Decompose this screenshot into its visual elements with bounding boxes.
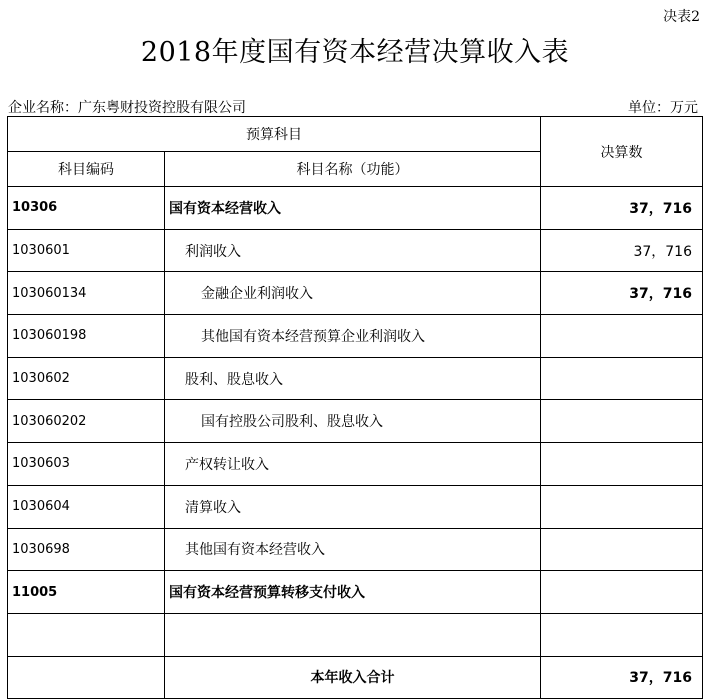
amount-cell	[541, 400, 703, 443]
amount-cell	[541, 485, 703, 528]
subject-code-cell: 103060198	[8, 315, 165, 358]
subject-name-cell: 国有资本经营收入	[165, 187, 541, 230]
subject-code-cell: 1030698	[8, 528, 165, 571]
amount-cell	[541, 443, 703, 486]
unit-label: 单位：万元	[628, 100, 698, 116]
total-code-cell	[8, 656, 165, 699]
amount-cell: 37，716	[541, 187, 703, 230]
subject-name-cell: 股利、股息收入	[165, 357, 541, 400]
subject-name-cell: 金融企业利润收入	[165, 272, 541, 315]
header-final-amount: 决算数	[541, 117, 703, 187]
table-row	[8, 485, 703, 528]
subject-code-cell: 1030601	[8, 229, 165, 272]
table-row	[8, 187, 703, 230]
header-subject-code: 科目编码	[8, 152, 165, 187]
table-row	[8, 315, 703, 358]
subject-name-cell: 其他国有资本经营预算企业利润收入	[165, 315, 541, 358]
subject-name-cell: 利润收入	[165, 229, 541, 272]
subject-name-cell: 清算收入	[165, 485, 541, 528]
subject-code-cell: 103060134	[8, 272, 165, 315]
total-label: 本年收入合计	[165, 656, 541, 699]
total-row	[8, 656, 703, 699]
table-row	[8, 613, 703, 656]
table-row	[8, 229, 703, 272]
amount-cell	[541, 357, 703, 400]
table-row	[8, 272, 703, 315]
subject-name-cell: 产权转让收入	[165, 443, 541, 486]
subject-code-cell: 10306	[8, 187, 165, 230]
amount-cell: 37，716	[541, 229, 703, 272]
table-row	[8, 443, 703, 486]
revenue-table	[7, 116, 703, 699]
header-budget-subject: 预算科目	[8, 117, 541, 152]
total-amount: 37，716	[541, 656, 703, 699]
amount-cell	[541, 315, 703, 358]
subject-code-cell: 1030604	[8, 485, 165, 528]
table-row	[8, 400, 703, 443]
subject-code-cell: 1030603	[8, 443, 165, 486]
table-row	[8, 571, 703, 614]
subject-name-cell: 国有资本经营预算转移支付收入	[165, 571, 541, 614]
subject-code-cell: 103060202	[8, 400, 165, 443]
table-row	[8, 357, 703, 400]
table-row	[8, 528, 703, 571]
header-subject-name: 科目名称（功能）	[165, 152, 541, 187]
subject-code-cell: 1030602	[8, 357, 165, 400]
subject-name-cell	[165, 613, 541, 656]
amount-cell	[541, 528, 703, 571]
amount-cell	[541, 571, 703, 614]
amount-cell: 37，716	[541, 272, 703, 315]
subject-code-cell: 11005	[8, 571, 165, 614]
company-name: 企业名称：广东粤财投资控股有限公司	[8, 100, 246, 116]
page-title: 2018年度国有资本经营决算收入表	[140, 37, 570, 68]
table-id: 决表2	[663, 9, 700, 25]
subject-name-cell: 其他国有资本经营收入	[165, 528, 541, 571]
subject-code-cell	[8, 613, 165, 656]
subject-name-cell: 国有控股公司股利、股息收入	[165, 400, 541, 443]
amount-cell	[541, 613, 703, 656]
